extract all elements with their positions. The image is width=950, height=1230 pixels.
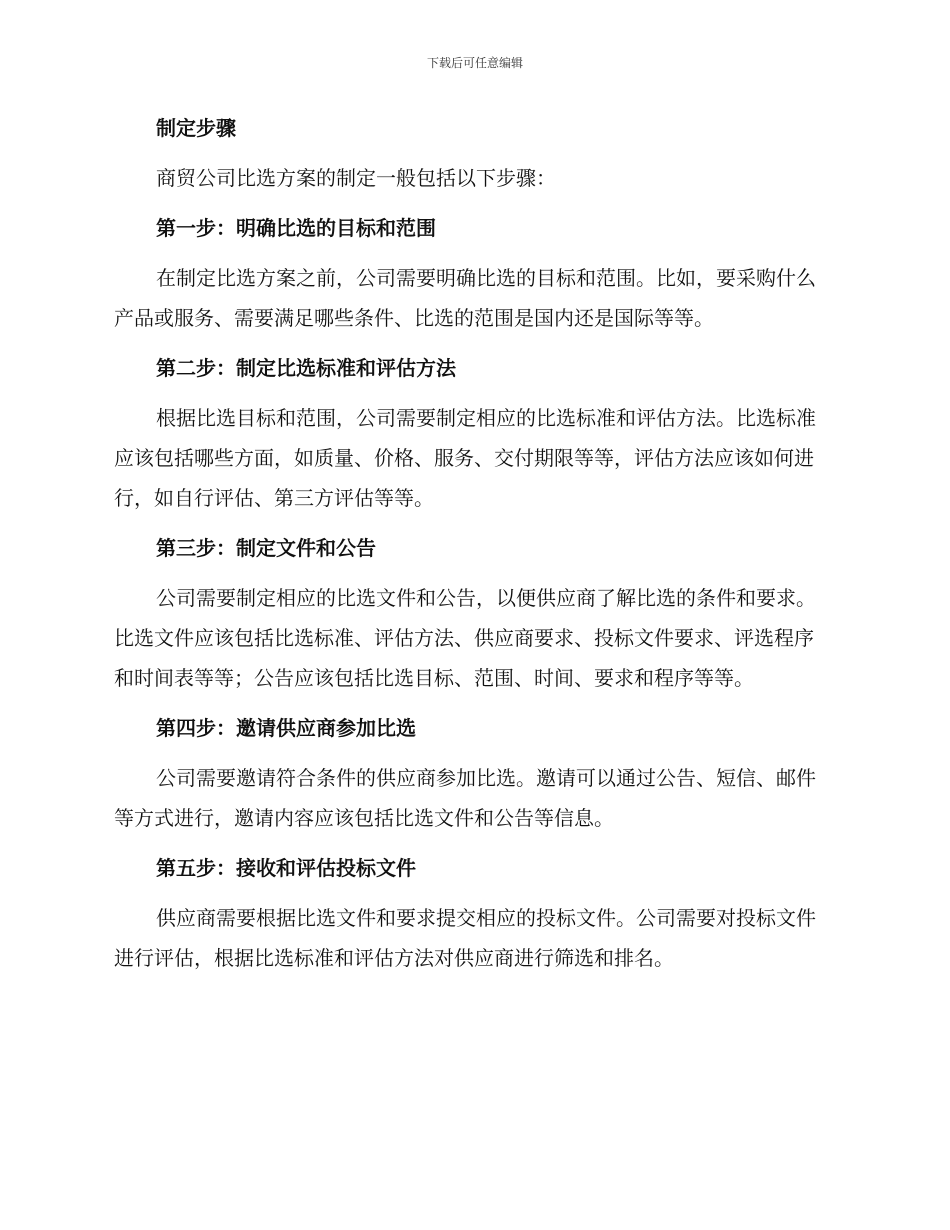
section-title: 制定步骤 [156,116,236,140]
step-5-body: 供应商需要根据比选文件和要求提交相应的投标文件。公司需要对投标文件进行评估，根据比选标准和评估方法对供应商进行筛选和排名。 [114,906,816,970]
step-2-body: 根据比选目标和范围，公司需要制定相应的比选标准和评估方法。比选标准应该包括哪些方面，如质量、价格、服务、交付期限等等，评估方法应该如何进行，如自行评估、第三方评估等等。 [114,406,816,510]
step-4-body: 公司需要邀请符合条件的供应商参加比选。邀请可以通过公告、短信、邮件等方式进行，邀请内容应该包括比选文件和公告等信息。 [114,766,816,830]
step-1-heading: 第一步：明确比选的目标和范围 [156,216,436,240]
intro-paragraph: 商贸公司比选方案的制定一般包括以下步骤： [156,166,556,190]
step-2-heading: 第二步：制定比选标准和评估方法 [156,356,456,380]
step-5-heading: 第五步：接收和评估投标文件 [156,856,416,880]
header-note: 下载后可任意编辑 [426,56,523,70]
step-4-heading: 第四步：邀请供应商参加比选 [156,716,416,740]
step-3-heading: 第三步：制定文件和公告 [156,536,376,560]
step-1-body: 在制定比选方案之前，公司需要明确比选的目标和范围。比如，要采购什么产品或服务、需要满足哪些条件、比选的范围是国内还是国际等等。 [114,266,816,330]
document-body [114,110,832,978]
step-3-body: 公司需要制定相应的比选文件和公告，以便供应商了解比选的条件和要求。比选文件应该包括比选标准、评估方法、供应商要求、投标文件要求、评选程序和时间表等等；公告应该包括比选目标、范围、时间、要求和程序等等。 [114,586,816,690]
